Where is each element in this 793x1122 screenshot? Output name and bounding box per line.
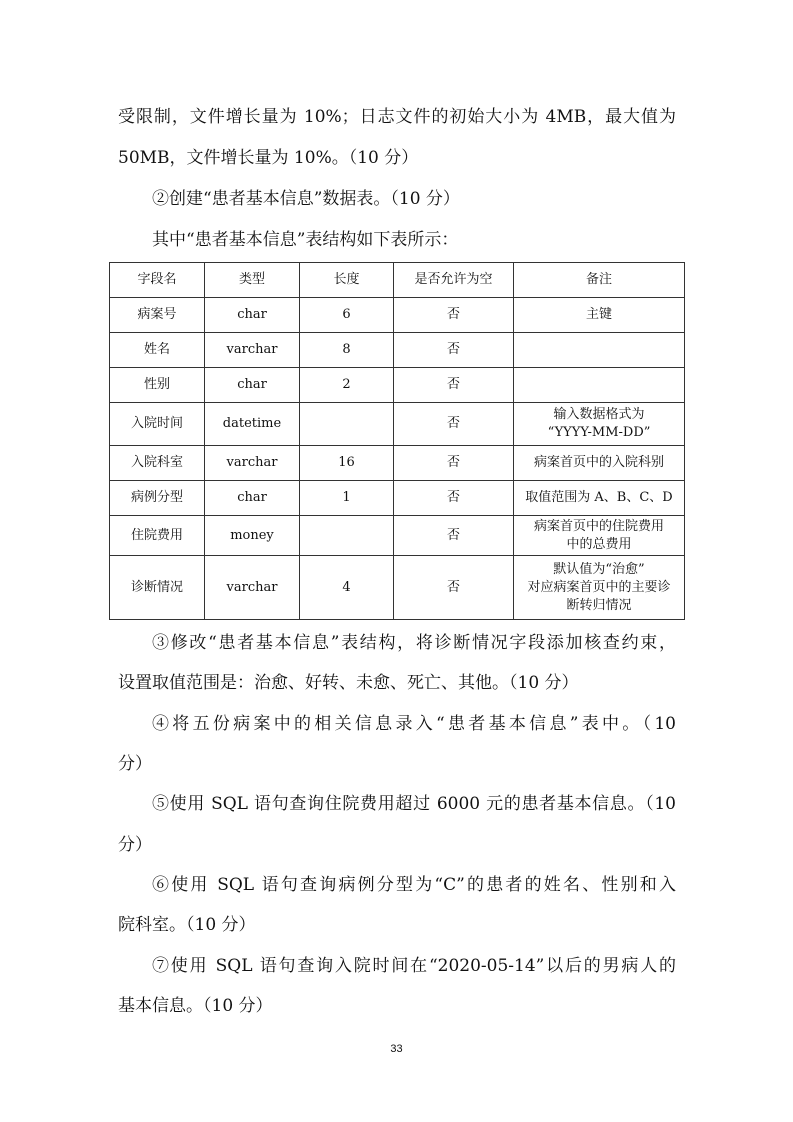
page-number: 33 <box>390 1043 403 1055</box>
cell-field: 入院时间 <box>110 403 205 446</box>
cell-length: 2 <box>300 368 394 403</box>
table-header-row <box>110 263 685 298</box>
note-line: 断转归情况 <box>566 597 632 613</box>
cell-length: 8 <box>300 333 394 368</box>
task-6-line: 院科室。（10 分） <box>118 915 256 935</box>
cell-field: 住院费用 <box>110 516 205 556</box>
cell-length: 4 <box>300 556 394 620</box>
task-7-line: ⑦使用 SQL 语句查询入院时间在“2020-05-14”以后的男病人的 <box>152 956 676 976</box>
note-line: 主键 <box>585 307 612 322</box>
table-row <box>110 403 685 446</box>
note-line: 默认值为“治愈” <box>553 561 645 577</box>
cell-nullable: 否 <box>394 298 514 333</box>
body-text-line: 50MB，文件增长量为 10%。（10 分） <box>118 148 419 168</box>
task-4-line: ④将五份病案中的相关信息录入“患者基本信息”表中。（10 <box>152 714 676 734</box>
table-row <box>110 333 685 368</box>
note-line: 病案首页中的住院费用 <box>533 518 664 534</box>
cell-note <box>514 298 685 333</box>
task-4-line: 分） <box>118 754 152 774</box>
cell-field: 诊断情况 <box>110 556 205 620</box>
body-text-line: 受限制，文件增长量为 10%；日志文件的初始大小为 4MB，最大值为 <box>118 107 676 127</box>
cell-nullable: 否 <box>394 556 514 620</box>
patient-info-schema-table <box>109 262 685 620</box>
cell-type: varchar <box>205 446 300 481</box>
task-2-heading: ②创建“患者基本信息”数据表。（10 分） <box>152 189 460 209</box>
cell-note <box>514 403 685 446</box>
header-cell: 备注 <box>514 263 685 298</box>
cell-nullable: 否 <box>394 446 514 481</box>
cell-type: char <box>205 298 300 333</box>
cell-nullable: 否 <box>394 403 514 446</box>
cell-note <box>514 368 685 403</box>
cell-nullable: 否 <box>394 516 514 556</box>
note-line: 中的总费用 <box>566 536 632 552</box>
cell-field: 入院科室 <box>110 446 205 481</box>
cell-length: 16 <box>300 446 394 481</box>
cell-length <box>300 516 394 556</box>
note-line: 取值范围为 A、B、C、D <box>525 490 673 505</box>
cell-nullable: 否 <box>394 333 514 368</box>
table-row <box>110 368 685 403</box>
header-cell: 是否允许为空 <box>394 263 514 298</box>
cell-type: char <box>205 481 300 516</box>
cell-note <box>514 446 685 481</box>
note-line: 对应病案首页中的主要诊 <box>527 579 671 595</box>
header-cell: 长度 <box>300 263 394 298</box>
cell-note <box>514 556 685 620</box>
cell-type: datetime <box>205 403 300 446</box>
cell-length: 1 <box>300 481 394 516</box>
table-row <box>110 481 685 516</box>
table-row <box>110 556 685 620</box>
cell-field: 病例分型 <box>110 481 205 516</box>
cell-type: varchar <box>205 333 300 368</box>
cell-note <box>514 481 685 516</box>
cell-nullable: 否 <box>394 481 514 516</box>
note-line: 输入数据格式为 <box>553 407 645 422</box>
table-row <box>110 516 685 556</box>
cell-field: 病案号 <box>110 298 205 333</box>
cell-length <box>300 403 394 446</box>
cell-field: 性别 <box>110 368 205 403</box>
cell-type: varchar <box>205 556 300 620</box>
cell-length: 6 <box>300 298 394 333</box>
cell-field: 姓名 <box>110 333 205 368</box>
header-cell: 类型 <box>205 263 300 298</box>
task-3-line: ③修改“患者基本信息”表结构，将诊断情况字段添加核查约束， <box>152 633 676 653</box>
task-6-line: ⑥使用 SQL 语句查询病例分型为“C”的患者的姓名、性别和入 <box>152 875 676 895</box>
cell-note <box>514 333 685 368</box>
cell-nullable: 否 <box>394 368 514 403</box>
task-5-line: 分） <box>118 835 152 855</box>
cell-note <box>514 516 685 556</box>
task-5-line: ⑤使用 SQL 语句查询住院费用超过 6000 元的患者基本信息。（10 <box>152 794 676 814</box>
task-3-line: 设置取值范围是：治愈、好转、未愈、死亡、其他。（10 分） <box>118 673 579 693</box>
header-cell: 字段名 <box>110 263 205 298</box>
note-line: “YYYY-MM-DD” <box>547 425 651 440</box>
task-7-line: 基本信息。（10 分） <box>118 996 273 1016</box>
table-row <box>110 298 685 333</box>
table-row <box>110 446 685 481</box>
cell-type: char <box>205 368 300 403</box>
table-intro: 其中“患者基本信息”表结构如下表所示： <box>152 230 459 250</box>
note-line: 病案首页中的入院科别 <box>533 455 664 470</box>
cell-type: money <box>205 516 300 556</box>
